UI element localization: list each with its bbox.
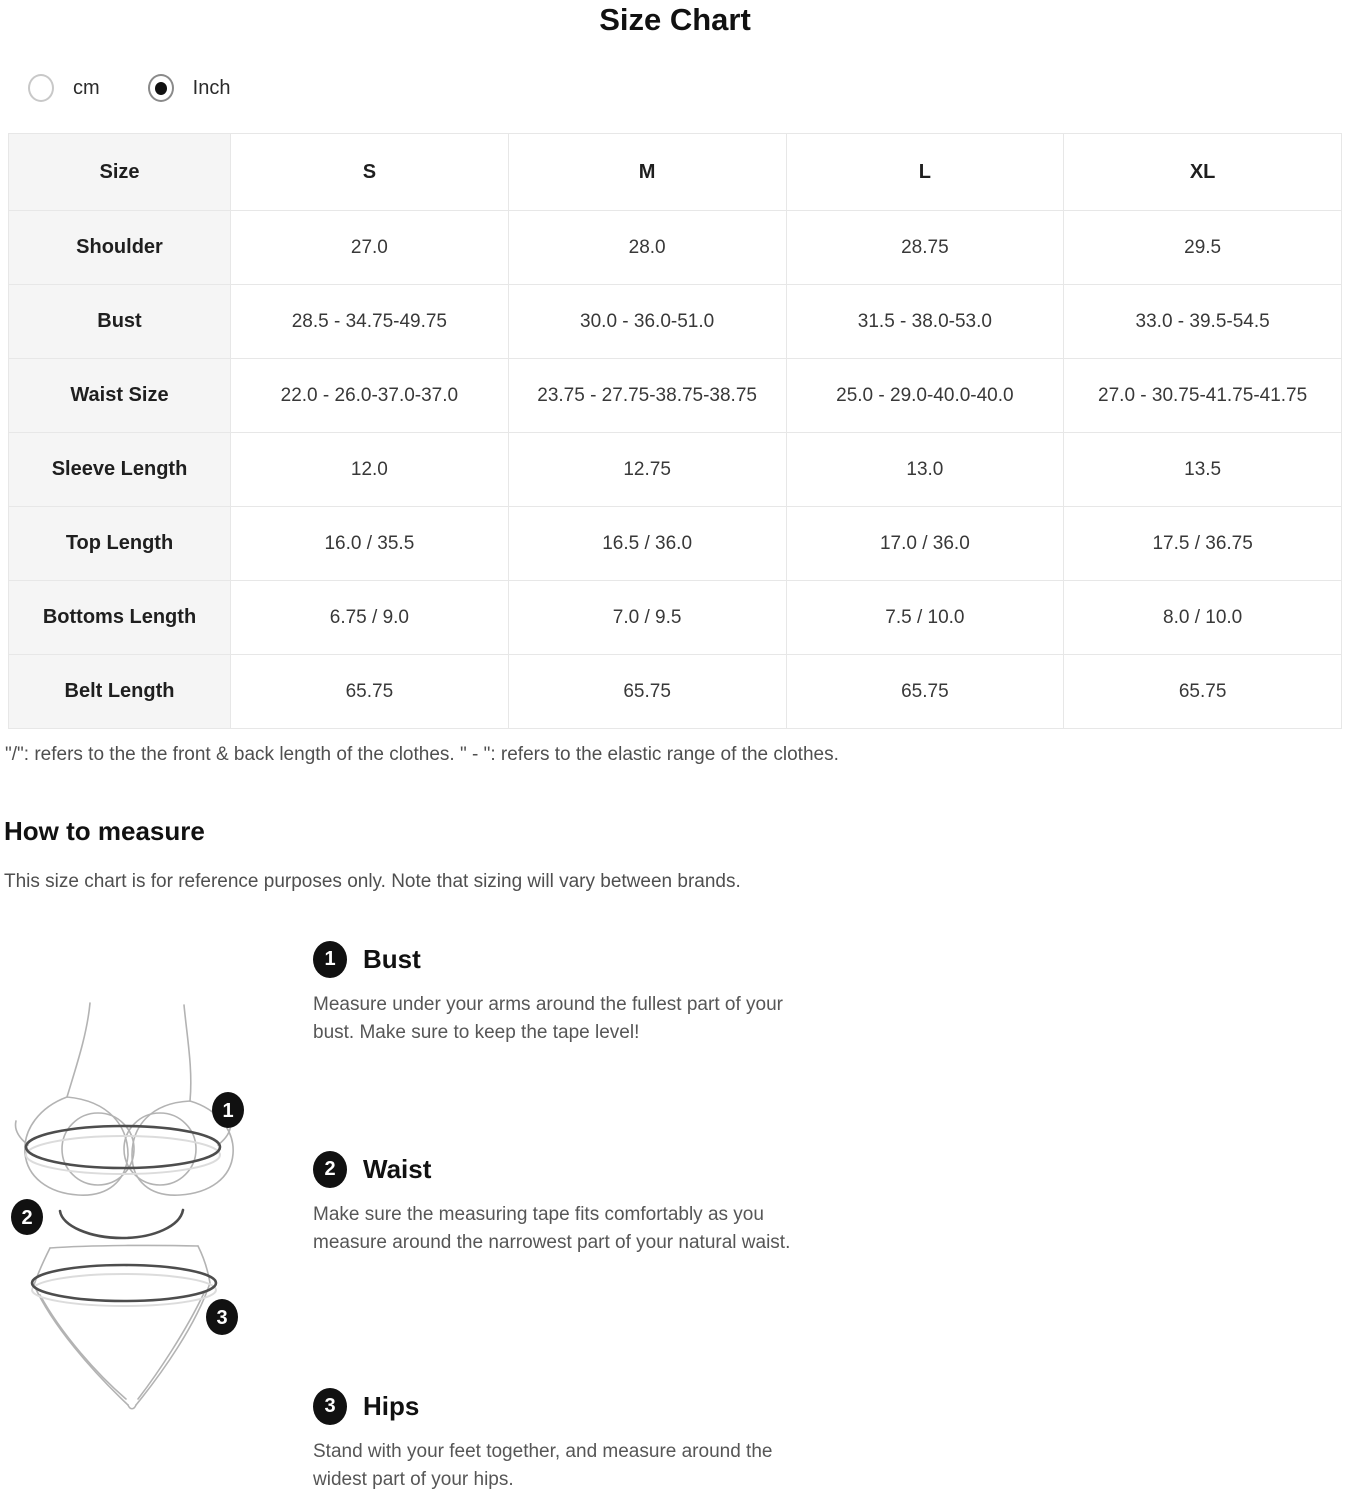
step-title: Bust: [363, 944, 421, 974]
measure-step-waist: [313, 1151, 813, 1257]
table-row-bottoms-length: [9, 581, 1342, 655]
table-cell: 17.0 / 36.0: [786, 507, 1064, 581]
step-title: Hips: [363, 1391, 420, 1421]
table-cell: 16.5 / 36.0: [508, 507, 786, 581]
table-cell: 65.75: [231, 655, 509, 729]
svg-text:3: 3: [216, 1307, 228, 1329]
size-chart-table: [8, 133, 1342, 729]
radio-checked-icon: [148, 74, 174, 102]
row-label: Bust: [9, 285, 231, 359]
table-cell: 28.0: [508, 211, 786, 285]
table-footnote: "/": refers to the the front & back length of the clothes. " - ": refers to the elastic range of the clothes.: [5, 744, 839, 765]
row-label: Sleeve Length: [9, 433, 231, 507]
row-label: Top Length: [9, 507, 231, 581]
table-cell: 28.75: [786, 211, 1064, 285]
illustration-marker-hips: [206, 1299, 238, 1335]
table-cell: 7.0 / 9.5: [508, 581, 786, 655]
unit-radio-cm-label: cm: [73, 76, 100, 99]
table-cell: 6.75 / 9.0: [231, 581, 509, 655]
table-cell: 8.0 / 10.0: [1064, 581, 1342, 655]
column-header-m: M: [508, 134, 786, 211]
table-cell: 29.5: [1064, 211, 1342, 285]
table-cell: 12.0: [231, 433, 509, 507]
unit-toggle: [28, 74, 230, 102]
table-row-bust: [9, 285, 1342, 359]
table-row-sleeve-length: [9, 433, 1342, 507]
unit-radio-cm[interactable]: [28, 74, 100, 102]
table-cell: 30.0 - 36.0-51.0: [508, 285, 786, 359]
table-cell: 27.0: [231, 211, 509, 285]
step-description: Stand with your feet together, and measure around the widest part of your hips.: [313, 1441, 773, 1490]
row-label: Waist Size: [9, 359, 231, 433]
table-cell: 27.0 - 30.75-41.75-41.75: [1064, 359, 1342, 433]
table-cell: 28.5 - 34.75-49.75: [231, 285, 509, 359]
table-cell: 25.0 - 29.0-40.0-40.0: [786, 359, 1064, 433]
table-row-waist-size: [9, 359, 1342, 433]
table-row-top-length: [9, 507, 1342, 581]
table-cell: 33.0 - 39.5-54.5: [1064, 285, 1342, 359]
column-header-size: Size: [9, 134, 231, 211]
step-description: Make sure the measuring tape fits comfortably as you measure around the narrowest part of your natural waist.: [313, 1204, 791, 1253]
unit-radio-inch-label: Inch: [192, 76, 231, 99]
table-cell: 16.0 / 35.5: [231, 507, 509, 581]
column-header-s: S: [231, 134, 509, 211]
table-cell: 13.0: [786, 433, 1064, 507]
table-cell: 65.75: [508, 655, 786, 729]
table-row-belt-length: [9, 655, 1342, 729]
table-header-row: [9, 134, 1342, 211]
table-cell: 23.75 - 27.75-38.75-38.75: [508, 359, 786, 433]
svg-text:2: 2: [21, 1207, 33, 1229]
illustration-marker-waist: [11, 1199, 43, 1235]
column-header-xl: XL: [1064, 134, 1342, 211]
table-cell: 65.75: [1064, 655, 1342, 729]
table-cell: 13.5: [1064, 433, 1342, 507]
how-to-measure-heading: How to measure: [4, 816, 205, 846]
row-label: Shoulder: [9, 211, 231, 285]
table-cell: 17.5 / 36.75: [1064, 507, 1342, 581]
table-row-shoulder: [9, 211, 1342, 285]
unit-radio-inch[interactable]: [148, 74, 231, 102]
row-label: Belt Length: [9, 655, 231, 729]
illustration-marker-bust: [212, 1092, 244, 1128]
measure-step-hips: [313, 1388, 813, 1494]
table-cell: 7.5 / 10.0: [786, 581, 1064, 655]
page-title: Size Chart: [599, 2, 751, 37]
table-cell: 31.5 - 38.0-53.0: [786, 285, 1064, 359]
how-to-measure-intro: This size chart is for reference purposes only. Note that sizing will vary between brands.: [4, 871, 741, 892]
step-number-badge: 2: [313, 1151, 347, 1188]
table-cell: 22.0 - 26.0-37.0-37.0: [231, 359, 509, 433]
step-number-badge: 3: [313, 1388, 347, 1425]
row-label: Bottoms Length: [9, 581, 231, 655]
column-header-l: L: [786, 134, 1064, 211]
table-cell: 12.75: [508, 433, 786, 507]
svg-text:1: 1: [222, 1100, 234, 1122]
step-title: Waist: [363, 1154, 432, 1184]
body-measurement-illustration: [0, 995, 270, 1425]
measure-step-bust: [313, 941, 813, 1047]
radio-unchecked-icon: [28, 74, 54, 102]
step-description: Measure under your arms around the fullest part of your bust. Make sure to keep the tape level!: [313, 994, 783, 1043]
step-number-badge: 1: [313, 941, 347, 978]
table-cell: 65.75: [786, 655, 1064, 729]
